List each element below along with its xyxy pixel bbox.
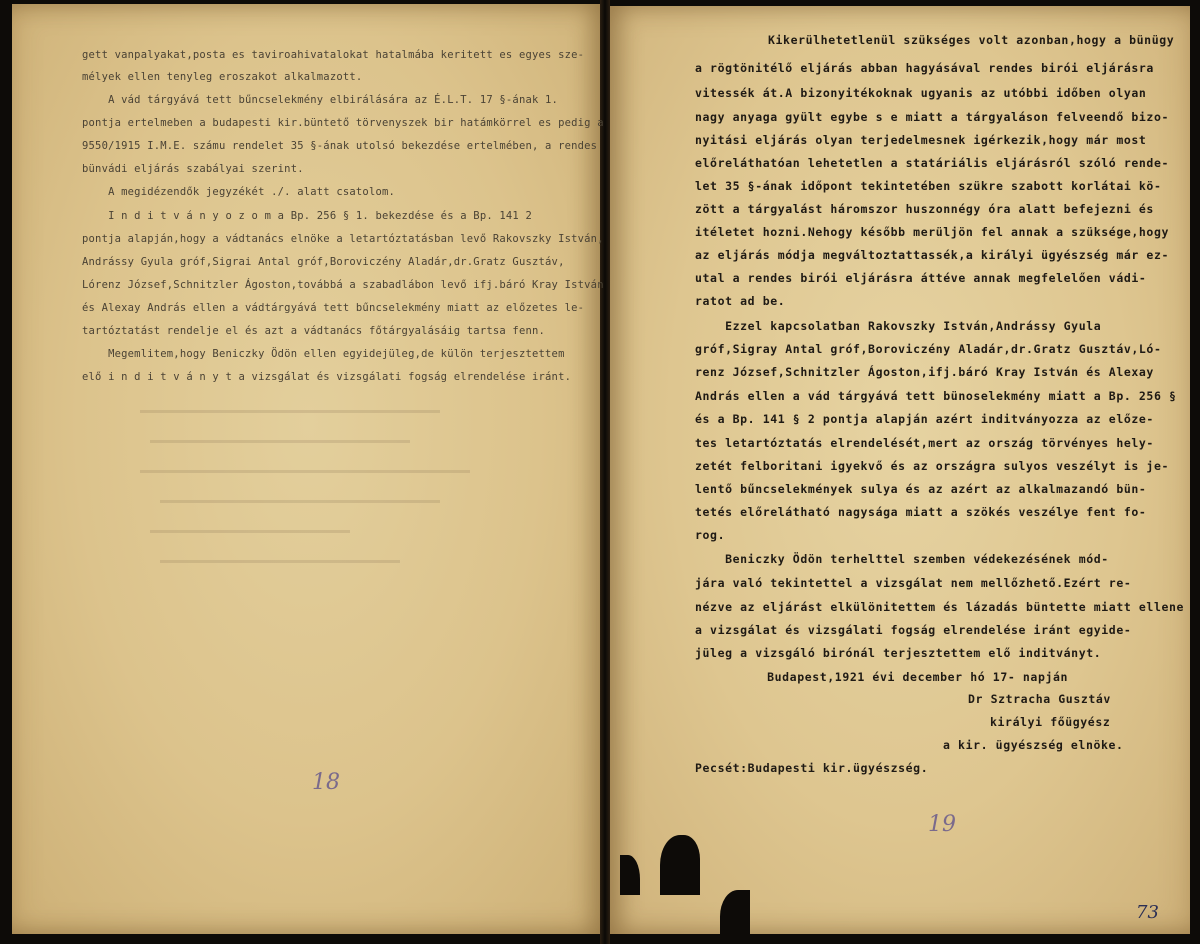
text-line: nyitási eljárás olyan terjedelmesnek igérkezik,hogy már most: [695, 133, 1147, 147]
date-line: Budapest,1921 évi december hó 17- napján: [737, 670, 1069, 684]
text-line: nagy anyaga gyült egybe s e miatt a tárgyaláson felveendő bizo-: [695, 110, 1169, 124]
text-line: elő i n d i t v á n y t a vizsgálat és vizsgálati fogság elrendelése iránt.: [82, 371, 572, 383]
text-line: nézve az eljárást elkülönitettem és lázadás büntette miatt ellene: [695, 600, 1185, 614]
text-line: Andrássy Gyula gróf,Sigrai Antal gróf,Boroviczény Aladár,dr.Gratz Gusztáv,: [82, 256, 565, 268]
folio-number: 18: [312, 770, 340, 795]
text-line: Megemlitem,hogy Beniczky Ödön ellen egyidejüleg,de külön terjesztettem: [82, 348, 565, 360]
text-line: mélyek ellen tenyleg eroszakot alkalmazott.: [82, 71, 363, 83]
text-line: lentő bűncselekmények sulya és az azért az alkalmazandó bün-: [695, 482, 1147, 496]
text-line: gróf,Sigray Antal gróf,Boroviczény Aladár,dr.Gratz Gusztáv,Ló-: [695, 342, 1162, 356]
text-line: Beniczky Ödön terhelttel szemben védekezésének mód-: [695, 552, 1109, 566]
text-line: utal a rendes birói eljárásra áttéve annak megfelelően vádi-: [695, 271, 1147, 285]
folio-number: 19: [928, 812, 956, 837]
text-line: András ellen a vád tárgyává tett bünoselekmény miatt a Bp. 256 §: [695, 389, 1177, 403]
text-line: pontja alapján,hogy a vádtanács elnöke a letartóztatásban levő Rakovszky István,: [82, 233, 604, 245]
text-line: a rögtönitélő eljárás abban hagyásával rendes birói eljárásra: [695, 61, 1154, 75]
text-line: let 35 §-ának időpont tekintetében szükre szabott korlátai kö-: [695, 179, 1162, 193]
signature-name: Dr Sztracha Gusztáv: [968, 692, 1111, 706]
torn-edge: [660, 835, 700, 895]
text-line: és a Bp. 141 § 2 pontja alapján azért inditványozza az előze-: [695, 412, 1154, 426]
text-line: renz József,Schnitzler Ágoston,ifj.báró Kray István és Alexay: [695, 365, 1154, 379]
text-line: Lórenz József,Schnitzler Ágoston,továbbá a szabadlábon levő ifj.báró Kray István: [82, 279, 604, 291]
bleed-through-mark: [150, 530, 350, 533]
bleed-through-mark: [150, 440, 410, 443]
text-line: Ezzel kapcsolatban Rakovszky István,Andrássy Gyula: [695, 319, 1102, 333]
torn-edge: [720, 890, 750, 934]
text-line: A vád tárgyává tett bűncselekmény elbirálására az É.L.T. 17 §-ának 1.: [82, 94, 559, 106]
text-line: jára való tekintettel a vizsgálat nem mellőzhető.Ezért re-: [695, 576, 1132, 590]
bleed-through-mark: [140, 470, 470, 473]
text-line: tartóztatást rendelje el és azt a vádtanács főtárgyalásáig tartsa fenn.: [82, 325, 546, 337]
text-line: rog.: [695, 528, 726, 542]
text-line: tes letartóztatás elrendelését,mert az ország törvényes hely-: [695, 436, 1154, 450]
bleed-through-mark: [160, 560, 400, 563]
text-line: tetés előrelátható nagysága miatt a szökés veszélye fent fo-: [695, 505, 1147, 519]
corner-folio-number: 73: [1136, 902, 1159, 923]
text-line: itéletet hozni.Nehogy később merüljön fel annak a szüksége,hogy: [695, 225, 1169, 239]
text-line: zött a tárgyalást háromszor huszonnégy óra alatt befejezni és: [695, 202, 1154, 216]
text-line: 9550/1915 I.M.E. számu rendelet 35 §-ának utolsó bekezdése ertelmében, a rendes: [82, 140, 598, 152]
text-line: A megidézendők jegyzékét ./. alatt csatolom.: [82, 186, 396, 198]
text-line: Kikerülhetetlenül szükséges volt azonban,hogy a bünügy: [768, 33, 1175, 47]
bleed-through-mark: [160, 500, 440, 503]
bleed-through-mark: [140, 410, 440, 413]
signature-office: a kir. ügyészség elnöke.: [943, 738, 1124, 752]
text-line: ratot ad be.: [695, 294, 786, 308]
text-line: zetét felboritani igyekvő és az országra sulyos veszélyt is je-: [695, 459, 1169, 473]
text-line: a vizsgálat és vizsgálati fogság elrendelése iránt egyide-: [695, 623, 1132, 637]
text-line: gett vanpalyakat,posta es taviroahivatalokat hatalmába keritett es egyes sze-: [82, 49, 585, 61]
text-line: I n d i t v á n y o z o m a Bp. 256 § 1. bekezdése és a Bp. 141 2: [82, 210, 532, 222]
signature-title: királyi főügyész: [990, 715, 1111, 729]
text-line: jüleg a vizsgáló birónál terjesztettem elő inditványt.: [695, 646, 1102, 660]
text-line: előreláthatóan lehetetlen a statáriális eljárásról szóló rende-: [695, 156, 1169, 170]
book-spine: [600, 0, 610, 944]
seal-note: Pecsét:Budapesti kir.ügyészség.: [695, 761, 929, 775]
text-line: pontja ertelmeben a budapesti kir.büntető törvenyszek bir hatámkörrel es pedig a: [82, 117, 604, 129]
text-line: és Alexay András ellen a vádtárgyává tett bűncselekmény miatt az előzetes le-: [82, 302, 585, 314]
text-line: bünvádi eljárás szabályai szerint.: [82, 163, 304, 175]
text-line: az eljárás módja megváltoztattassék,a királyi ügyészség már ez-: [695, 248, 1169, 262]
text-line: vitessék át.A bizonyitékoknak ugyanis az utóbbi időben olyan: [695, 86, 1147, 100]
